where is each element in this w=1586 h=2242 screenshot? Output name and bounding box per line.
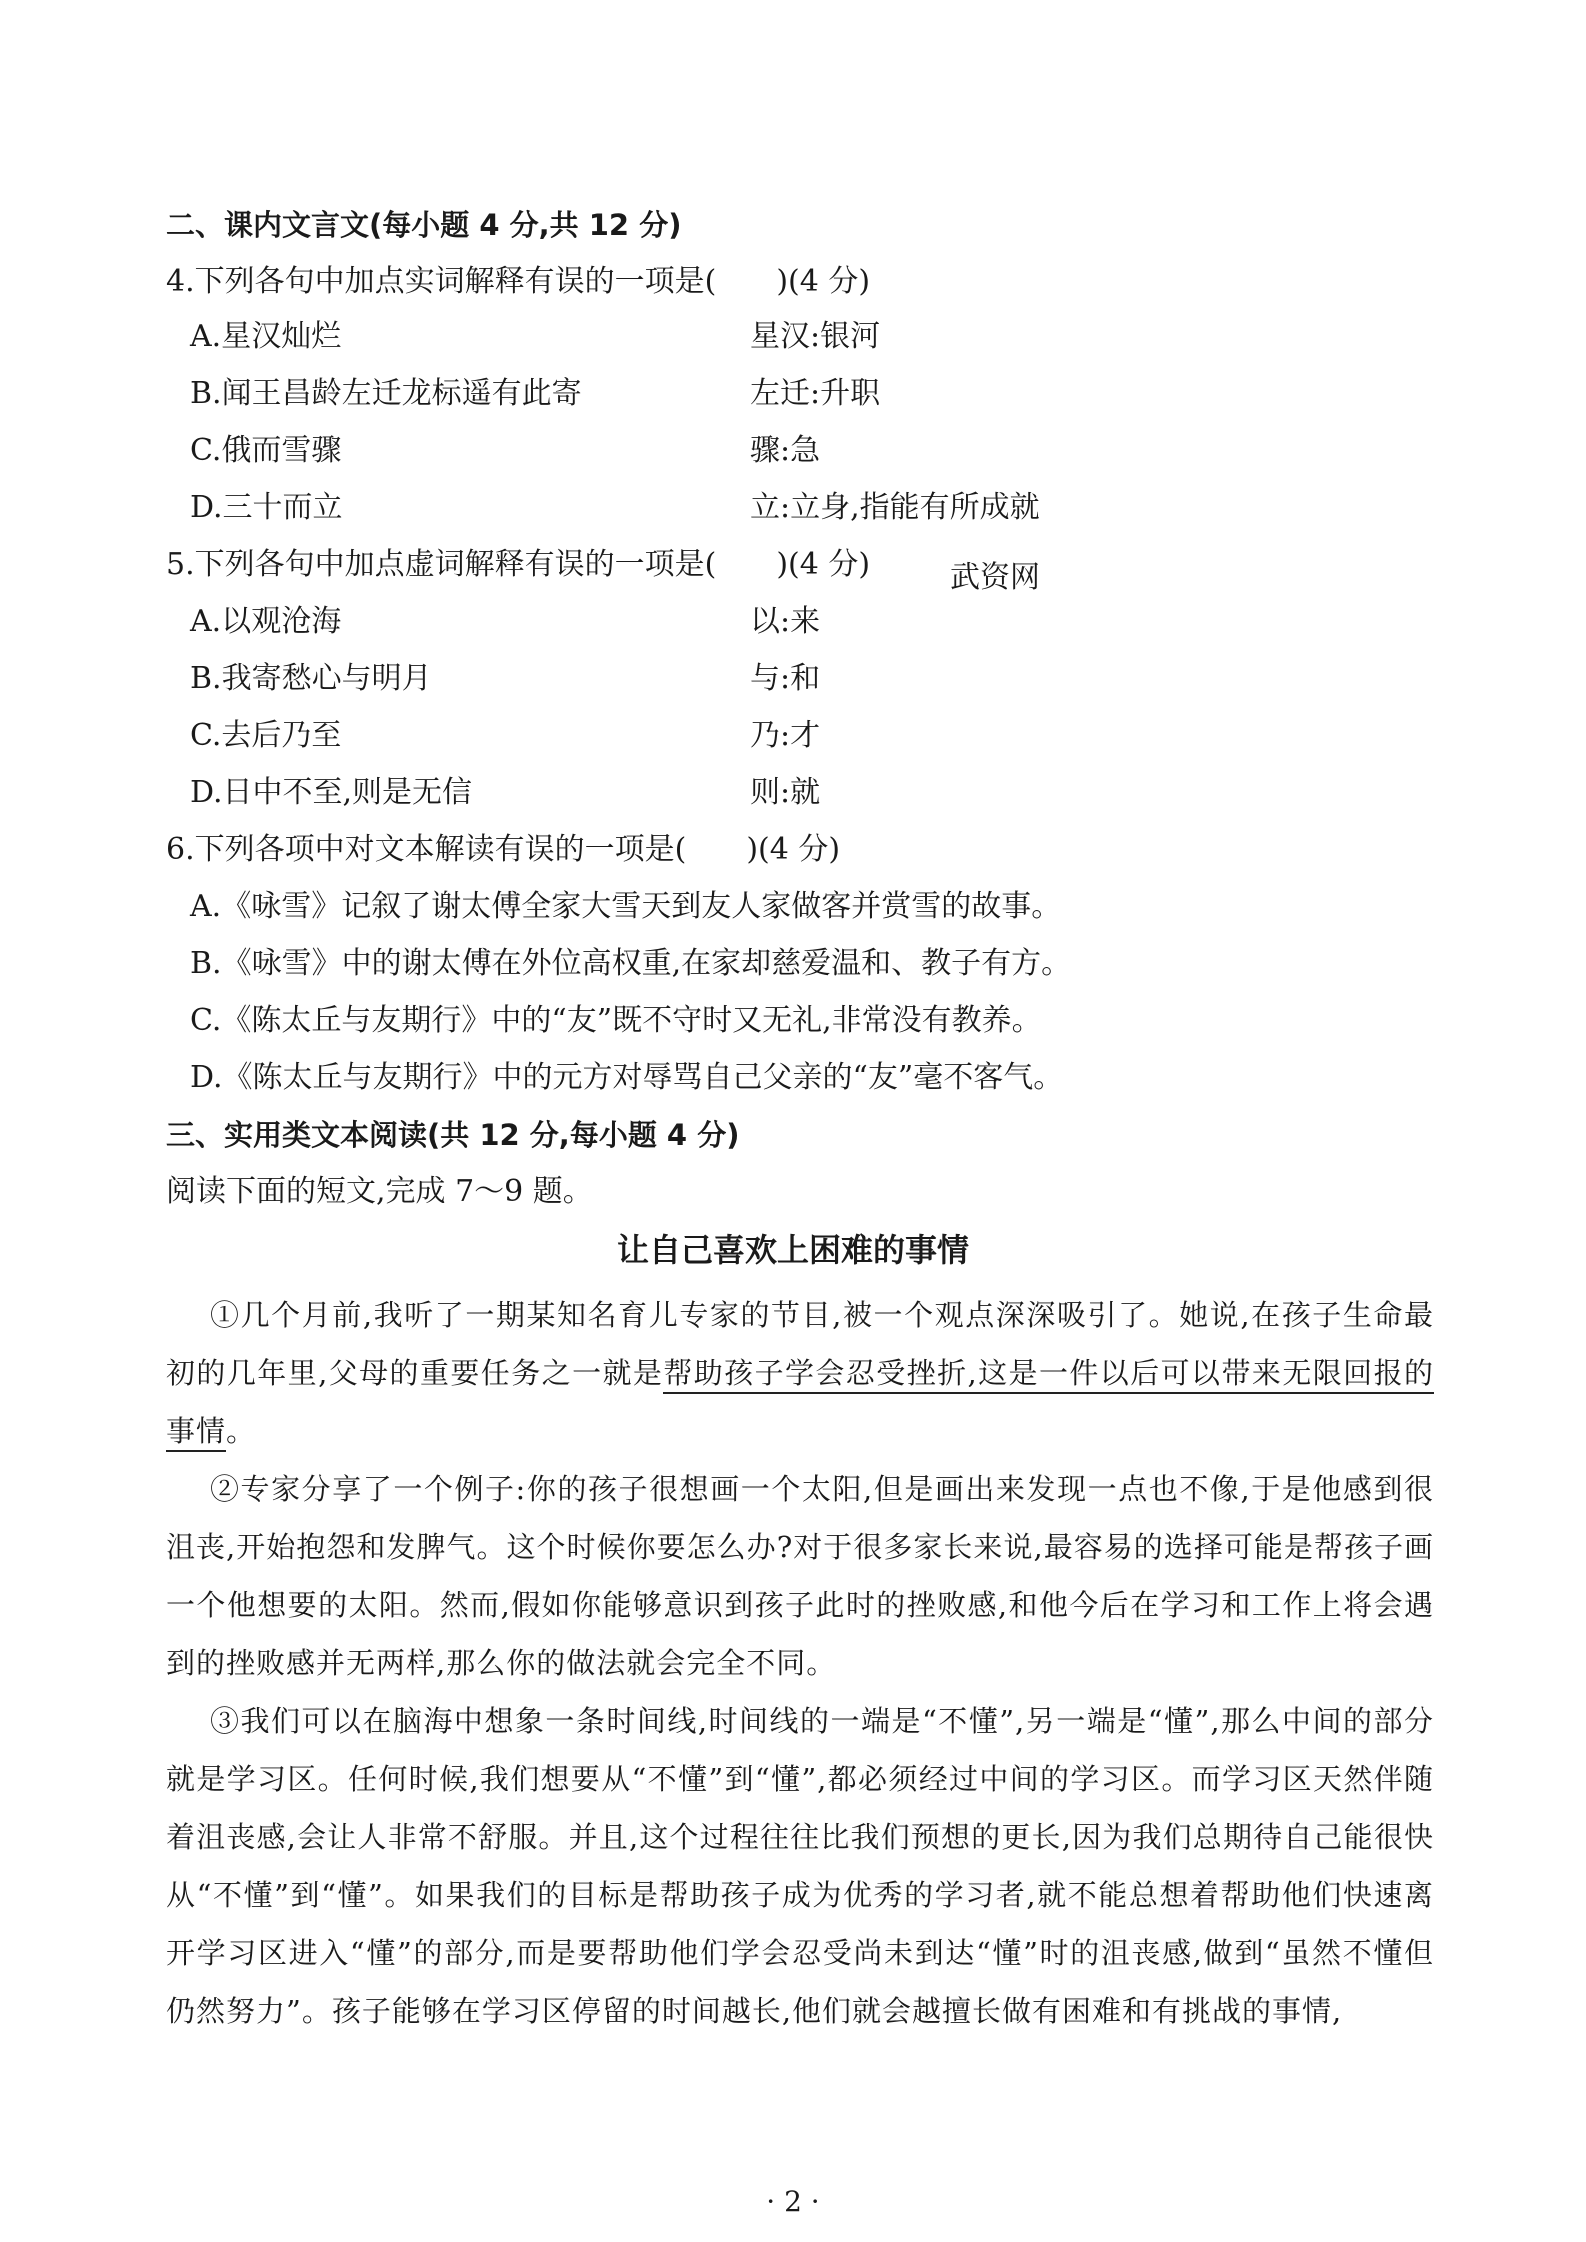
article-paragraph-3: ③我们可以在脑海中想象一条时间线,时间线的一端是“不懂”,另一端是“懂”,那么中间的部分就是学习区。任何时候,我们想要从“不懂”到“懂”,都必须经过中间的学习区。而学习区天然伴随着沮丧感,会让人非常不舒服。并且,这个过程往往比我们预想的更长,因为我们总期待自己能很快从“不懂”到“懂”。如果我们的目标是帮助孩子成为优秀的学习者,就不能总想着帮助他们快速离开学习区进入“懂”的部分,而是要帮助他们学会忍受尚未到达“懂”时的沮丧感,做到“虽然不懂但仍然努力”。孩子能够在学习区停留的时间越长,他们就会越擅长做有困难和有挑战的事情, — [166, 1704, 1434, 2028]
q4-answer-c: 骤:急 — [750, 433, 821, 468]
q6-option-a: A.《咏雪》记叙了谢太傅全家大雪天到友人家做客并赏雪的故事。 — [190, 889, 1062, 924]
q6-stem: 6.下列各项中对文本解读有误的一项是( )(4 分) — [166, 832, 841, 867]
q5-answer-a: 以:来 — [750, 604, 821, 639]
q5-answer-c: 乃:才 — [750, 718, 821, 753]
q5-option-c: C.去后乃至 — [190, 718, 342, 753]
q5-option-b: B.我寄愁心与明月 — [190, 661, 432, 696]
q4-option-d: D.三十而立 — [190, 490, 343, 525]
p1-underlined-sentence: 帮助孩子学会忍受挫折,这是一件以后可以带来无限回报的事情 — [166, 1356, 1434, 1452]
q6-option-c: C.《陈太丘与友期行》中的“友”既不守时又无礼,非常没有教养。 — [190, 1003, 1042, 1038]
q6-option-b: B.《咏雪》中的谢太傅在外位高权重,在家却慈爱温和、教子有方。 — [190, 946, 1072, 981]
q4-stem: 4.下列各句中加点实词解释有误的一项是( )(4 分) — [166, 264, 871, 299]
q4-answer-d: 立:立身,指能有所成就 — [750, 490, 1040, 525]
p1-text-start: ①几个月前,我听了一期某知名育儿专家的节目,被一个观点深深吸引了。她说,在孩子生命最初的几年里,父母的重要任务之一就是 — [166, 1298, 1434, 1390]
q5-option-d: D.日中不至,则是无信 — [190, 775, 473, 810]
q4-option-c: C.俄而雪骤 — [190, 433, 342, 468]
article-title: 让自己喜欢上困难的事情 — [616, 1231, 969, 1269]
article-paragraph-1 — [166, 1286, 1434, 1460]
q4-answer-b: 左迁:升职 — [750, 376, 881, 411]
q6-option-d: D.《陈太丘与友期行》中的元方对辱骂自己父亲的“友”毫不客气。 — [190, 1060, 1064, 1095]
q4-answer-a: 星汉:银河 — [750, 319, 881, 354]
page-number: · 2 · — [766, 2185, 820, 2218]
watermark-text: 武资网 — [950, 560, 1040, 595]
q5-answer-d: 则:就 — [750, 775, 821, 810]
q5-option-a: A.以观沧海 — [190, 604, 342, 639]
p1-text-end: 。 — [226, 1414, 257, 1448]
q4-option-a: A.星汉灿烂 — [190, 319, 342, 354]
q4-option-b: B.闻王昌龄左迁龙标遥有此寄 — [190, 376, 582, 411]
section3-instruction: 阅读下面的短文,完成 7～9 题。 — [166, 1174, 593, 1209]
article-paragraph-2: ②专家分享了一个例子:你的孩子很想画一个太阳,但是画出来发现一点也不像,于是他感到很沮丧,开始抱怨和发脾气。这个时候你要怎么办?对于很多家长来说,最容易的选择可能是帮孩子画一个他想要的太阳。然而,假如你能够意识到孩子此时的挫败感,和他今后在学习和工作上将会遇到的挫败感并无两样,那么你的做法就会完全不同。 — [166, 1472, 1434, 1680]
q5-stem: 5.下列各句中加点虚词解释有误的一项是( )(4 分) — [166, 547, 871, 582]
section2-heading: 二、课内文言文(每小题 4 分,共 12 分) — [166, 208, 682, 242]
q5-answer-b: 与:和 — [750, 661, 821, 696]
section3-heading: 三、实用类文本阅读(共 12 分,每小题 4 分) — [166, 1118, 740, 1152]
